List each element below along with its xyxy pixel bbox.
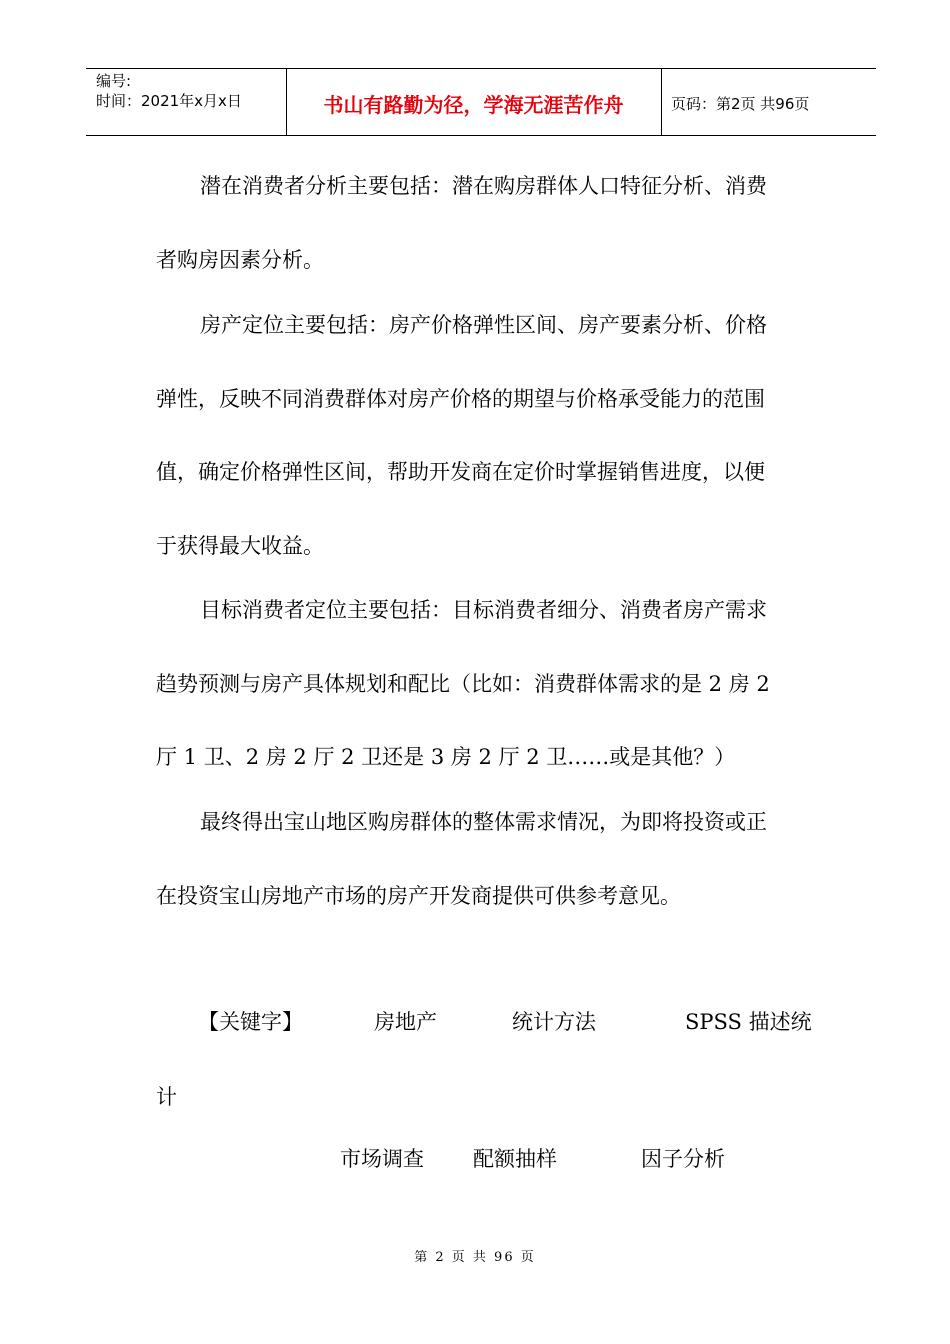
para3-line2: 趋势预测与房产具体规划和配比（比如：消费群体需求的是 2 房 2	[156, 672, 770, 696]
para4-line2: 在投资宝山房地产市场的房产开发商提供可供参考意见。	[156, 884, 681, 908]
page-header	[86, 68, 876, 136]
para2-line1: 房产定位主要包括：房产价格弹性区间、房产要素分析、价格	[200, 313, 767, 337]
keyword-item: 市场调查	[340, 1147, 424, 1171]
header-divider-2	[661, 69, 662, 135]
para2-line4: 于获得最大收益。	[156, 534, 324, 558]
para3-line3: 厅 1 卫、2 房 2 厅 2 卫还是 3 房 2 厅 2 卫……或是其他？）	[156, 745, 736, 769]
keywords-label: 【关键字】	[198, 1010, 303, 1034]
keyword-item: 房地产	[374, 1010, 437, 1034]
keyword-item: 因子分析	[641, 1147, 725, 1171]
keyword-item: SPSS 描述统	[685, 1010, 812, 1034]
header-number-label: 编号:	[96, 72, 132, 90]
para1-line2: 者购房因素分析。	[156, 248, 324, 272]
header-meta	[96, 71, 242, 111]
header-page-info: 页码：第2页 共96页	[671, 94, 810, 113]
keyword-item: 配额抽样	[473, 1147, 557, 1171]
para2-line3: 值，确定价格弹性区间，帮助开发商在定价时掌握销售进度，以便	[156, 460, 765, 484]
para1-line1: 潜在消费者分析主要包括：潜在购房群体人口特征分析、消费	[200, 174, 767, 198]
header-motto: 书山有路勤为径，学海无涯苦作舟	[323, 92, 624, 117]
para3-line1: 目标消费者定位主要包括：目标消费者细分、消费者房产需求	[200, 598, 767, 622]
para2-line2: 弹性，反映不同消费群体对房产价格的期望与价格承受能力的范围	[156, 387, 765, 411]
para4-line1: 最终得出宝山地区购房群体的整体需求情况，为即将投资或正	[200, 810, 767, 834]
header-time-label: 时间：2021年x月x日	[96, 92, 242, 110]
keyword-item: 统计方法	[512, 1010, 596, 1034]
keyword-item-wrap: 计	[156, 1085, 177, 1109]
page-footer: 第 2 页 共 96 页	[414, 1250, 536, 1265]
